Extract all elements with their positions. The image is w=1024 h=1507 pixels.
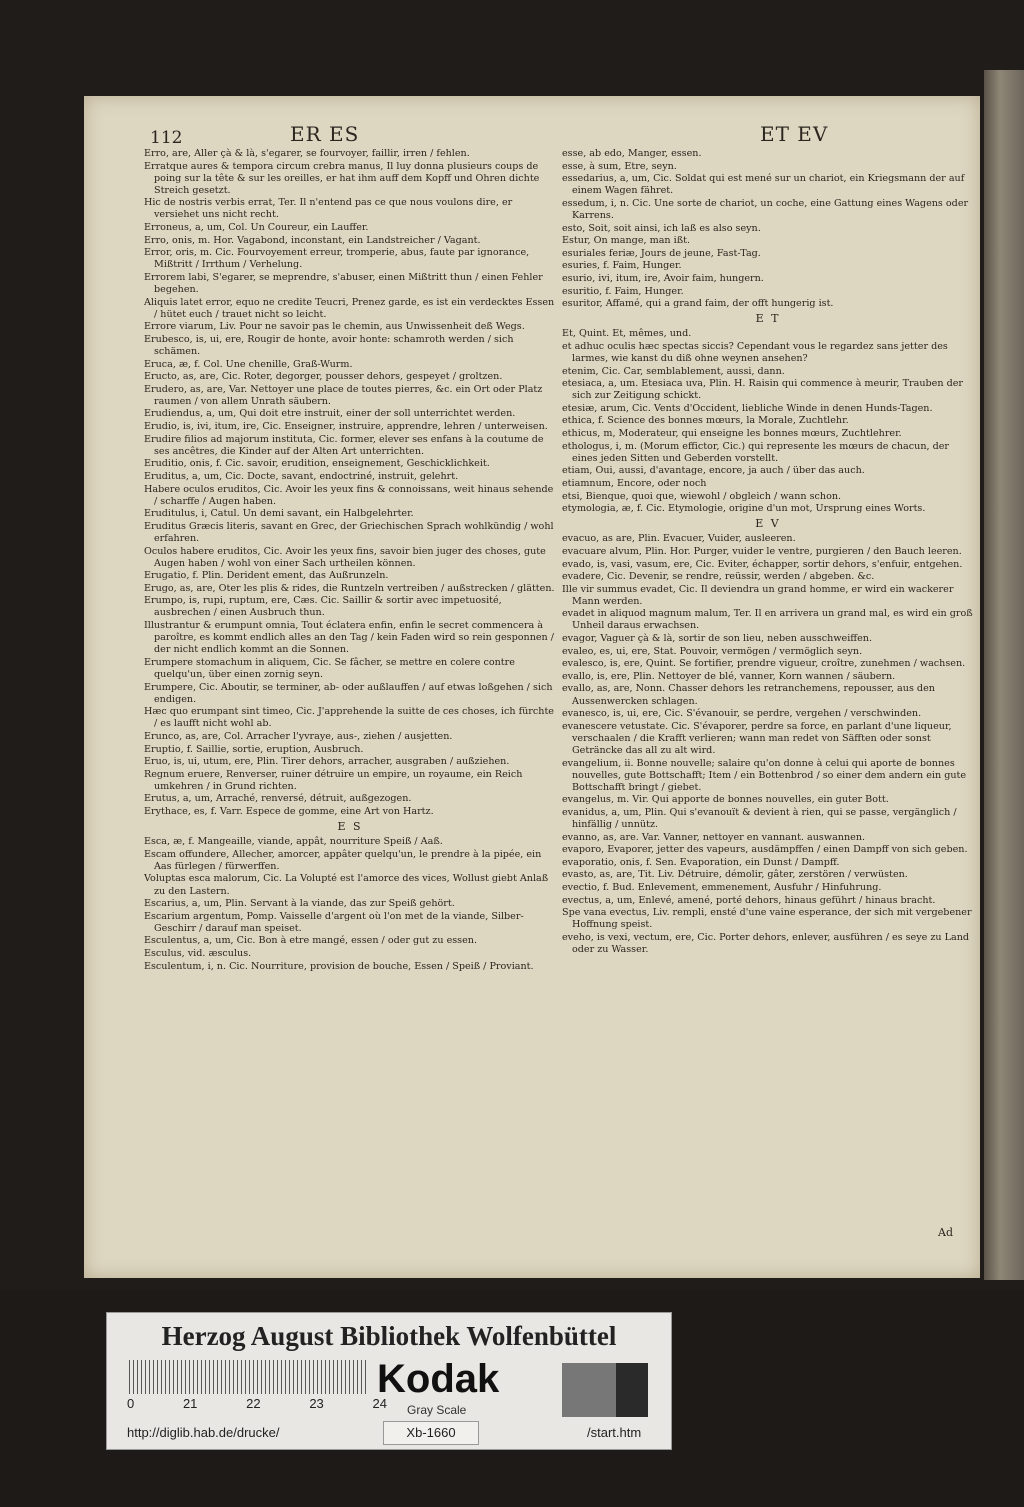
left-entries [144,148,556,818]
dictionary-entry: Erumpo, is, rupi, ruptum, ere, Cæs. Cic. Saillir & sortir avec impetuosité, ausbrechen / einen Ausbruch thun. [144,595,502,619]
dictionary-entry: Erugo, as, are, Oter les plis & rides, die Runtzeln vertreiben / außstrecken / glätten. [144,582,555,594]
gray-patch-mid [562,1363,616,1417]
dictionary-entry: evadere, Cic. Devenir, se rendre, reüssir, werden / abgeben. &c. [562,571,875,583]
right-entries [562,148,974,310]
right-entries-et [562,328,974,515]
dictionary-entry: etsi, Bienque, quoi que, wiewohl / obgleich / wann schon. [562,490,842,502]
dictionary-entry: ethicus, m, Moderateur, qui enseigne les bonnes mœurs, Zuchtlehrer. [562,428,902,440]
left-column [144,148,556,973]
dictionary-entry: esse, ab edo, Manger, essen. [562,148,702,159]
dictionary-entry: evallo, as, are, Nonn. Chasser dehors les retranchemens, repousser, aus den Aussenwercken schlagen. [562,683,935,707]
dictionary-entry: Hic de nostris verbis errat, Ter. Il n'entend pas ce que nous voulons dire, er versiehet uns nicht recht. [144,197,513,221]
right-entries-ev [562,533,974,956]
dictionary-entry: Eructo, as, are, Cic. Roter, degorger, pousser dehors, gespeyet / groltzen. [144,371,503,383]
dictionary-entry: Esculentus, a, um, Cic. Bon à etre mangé, essen / oder gut zu essen. [144,935,477,947]
dictionary-entry: evadet in aliquod magnum malum, Ter. Il en arrivera un grand mal, es wird ein groß Unheil daraus erwachsen. [562,608,973,632]
dictionary-entry: Erunco, as, are, Col. Arracher l'yvraye, aus-, ziehen / ausjetten. [144,730,453,742]
dictionary-entry: evacuare alvum, Plin. Hor. Purger, vuider le ventre, purgieren / den Bauch leeren. [562,545,962,557]
dictionary-entry: evallo, is, ere, Plin. Nettoyer de blé, vanner, Korn wannen / säubern. [562,670,896,682]
dictionary-entry: eveho, is vexi, vectum, ere, Cic. Porter dehors, enlever, ausführen / es seye zu Land oder zu Wasser. [562,931,970,955]
dictionary-entry: etiam, Oui, aussi, d'avantage, encore, ja auch / über das auch. [562,465,865,477]
dictionary-entry: Eruditio, onis, f. Cic. savoir, erudition, enseignement, Geschicklichkeit. [144,458,490,470]
dictionary-entry: Ille vir summus evadet, Cic. Il deviendra un grand homme, er wird ein wackerer Mann werden. [562,583,954,607]
dictionary-entry: etiamnum, Encore, oder noch [562,477,707,489]
ruler-number: 24 [372,1396,387,1411]
dictionary-entry: essedarius, a, um, Cic. Soldat qui est mené sur un chariot, ein Kriegsmann der auf einem Wagen fähret. [562,173,965,197]
dictionary-entry: evado, is, vasi, vasum, ere, Cic. Eviter, échapper, sortir dehors, s'enfuir, entgehen. [562,558,963,570]
dictionary-entry: Esculentum, i, n. Cic. Nourriture, provision de bouche, Essen / Speiß / Proviant. [144,960,534,972]
dictionary-entry: Hæc quo erumpant sint timeo, Cic. J'apprehende la suitte de ces choses, ich fürchte / es laufft nicht wohl ab. [144,706,554,730]
dictionary-entry: Escarium argentum, Pomp. Vaisselle d'argent où l'on met de la viande, Silber-Geschirr / darauf man speiset. [144,910,524,934]
dictionary-entry: Escam offundere, Allecher, amorcer, appâter quelqu'un, le prendre à la pipée, ein Aas fürlegen / fürwerffen. [144,848,542,872]
dictionary-entry: Eruditus Græcis literis, savant en Grec, der Griechischen Sprach wohlkündig / wohl erfahren. [144,520,554,544]
dictionary-entry: Regnum eruere, Renverser, ruiner détruire un empire, un royaume, ein Reich umkehren / in Grund richten. [144,768,523,792]
dictionary-entry: evaleo, es, ui, ere, Stat. Pouvoir, vermögen / vermöglich seyn. [562,645,863,657]
dictionary-entry: evalesco, is, ere, Quint. Se fortifier, prendre vigueur, croître, zunehmen / wachsen. [562,658,966,670]
dictionary-entry: evangelus, m. Vir. Qui apporte de bonnes nouvelles, ein guter Bott. [562,794,889,806]
adjacent-page-edge [984,70,1024,1280]
dictionary-entry: essedum, i, n. Cic. Une sorte de chariot, un coche, eine Gattung eines Wagens oder Karrens. [562,197,969,221]
dictionary-entry: Eruditulus, i, Catul. Un demi savant, ein Halbgelehrter. [144,508,414,520]
dictionary-entry: Erudiendus, a, um, Qui doit etre instruit, einer der soll unterrichtet werden. [144,408,516,420]
dictionary-entry: Oculos habere eruditos, Cic. Avoir les yeux fins, savoir bien juger des choses, gute Augen haben / wohl von einer Sach urtheilen können. [144,545,546,569]
dictionary-entry: Eruca, æ, f. Col. Une chenille, Graß-Wurm. [144,358,353,370]
dictionary-entry: ethologus, i, m. (Morum effictor, Cic.) qui represente les mœurs de chacun, der eines jeden Sitten und Geberden vorstellt. [562,440,949,464]
dictionary-entry: esse, à sum, Etre, seyn. [562,160,677,172]
dictionary-entry: Erro, onis, m. Hor. Vagabond, inconstant, ein Landstreicher / Vagant. [144,234,481,246]
shelf-signature: Xb-1660 [383,1421,479,1445]
dictionary-entry: Erudero, as, are, Var. Nettoyer une place de toutes pierres, &c. ein Ort oder Platz raumen / von allem Unrath säubern. [144,383,543,407]
dictionary-entry: Spe vana evectus, Liv. rempli, ensté d'une vaine esperance, der sich mit vergebener Hoffnung speist. [562,907,972,931]
dictionary-entry: evanesco, is, ui, ere, Cic. S'évanouir, se perdre, vergehen / verschwinden. [562,708,922,720]
gray-patch-dark [616,1363,648,1417]
left-entries-es [144,836,556,973]
dictionary-entry: esuries, f. Faim, Hunger. [562,260,682,272]
library-card [106,1312,672,1450]
dictionary-entry: evectus, a, um, Enlevé, amené, porté dehors, hinaus geführt / hinaus bracht. [562,894,936,906]
library-url: http://diglib.hab.de/drucke/ [127,1425,280,1440]
dictionary-entry: esurio, ivi, itum, ire, Avoir faim, hungern. [562,272,764,284]
dictionary-entry: evaporo, Evaporer, jetter des vapeurs, ausdämpffen / einen Dampff von sich geben. [562,844,968,856]
dictionary-entry: evagor, Vaguer çà & là, sortir de son lieu, neben ausschweiffen. [562,633,872,645]
ruler-number: 23 [309,1396,324,1411]
dictionary-entry: Errore viarum, Liv. Pour ne savoir pas le chemin, aus Unwissenheit deß Wegs. [144,321,525,333]
dictionary-entry: Escarius, a, um, Plin. Servant à la viande, das zur Speiß gehört. [144,898,455,910]
ruler-number: 22 [246,1396,261,1411]
ruler-numbers [127,1396,387,1411]
dictionary-entry: Erumpere, Cic. Aboutir, se terminer, ab- oder außlauffen / auf etwas loßgehen / sich endigen. [144,681,553,705]
dictionary-entry: Voluptas esca malorum, Cic. La Volupté est l'amorce des vices, Wollust giebt Anlaß zu den Lastern. [144,873,549,897]
dictionary-entry: Aliquis latet error, equo ne credite Teucri, Prenez garde, es ist ein verdecktes Essen / hütet euch / trauet nicht so leicht. [144,296,555,320]
running-head-left: ER ES [290,122,360,146]
dictionary-entry: Erutus, a, um, Arraché, renversé, détruit, außgezogen. [144,793,412,805]
url-suffix: /start.htm [587,1425,642,1440]
kodak-logo: Kodak [377,1357,500,1401]
dictionary-entry: evanescere vetustate. Cic. S'évaporer, perdre sa force, en parlant d'une liqueur, verschaalen / die Krafft verlieren; wann man redet von Säfften oder sonst Geträncke das all zu alt wird. [562,720,952,756]
dictionary-entry: evasto, as, are, Tit. Liv. Détruire, démolir, gâter, zerstören / verwüsten. [562,869,908,881]
dictionary-entry: Eruditus, a, um, Cic. Docte, savant, endoctriné, instruit, gelehrt. [144,470,459,482]
dictionary-entry: Erro, are, Aller çà & là, s'egarer, se fourvoyer, faillir, irren / fehlen. [144,148,470,159]
dictionary-entry: Et, Quint. Et, mêmes, und. [562,328,692,340]
ruler-number: 21 [182,1396,198,1411]
dictionary-entry: Erroneus, a, um, Col. Un Coureur, ein Lauffer. [144,222,369,234]
section-heading-ev: E V [755,517,781,531]
dictionary-entry: evacuo, as are, Plin. Evacuer, Vuider, ausleeren. [562,533,796,545]
dictionary-entry: Erubesco, is, ui, ere, Rougir de honte, avoir honte: schamroth werden / sich schämen. [144,333,514,357]
dictionary-entry: Erratque aures & tempora circum crebra manus, Il luy donna plusieurs coups de poing sur la tête & sur les oreilles, er hat ihm auff dem Kopff und Ohren dichte Streich gesetzt. [144,160,540,196]
dictionary-entry: Eruptio, f. Saillie, sortie, eruption, Ausbruch. [144,743,364,755]
right-column [562,148,974,957]
dictionary-entry: evanno, as, are. Var. Vanner, nettoyer en vannant. auswannen. [562,831,866,843]
dictionary-entry: Erudire filios ad majorum instituta, Cic. former, elever ses enfans à la coutume de ses ancêtres, die Kinder auf der Alten Art unterrichten. [144,433,544,457]
dictionary-entry: etesiæ, arum, Cic. Vents d'Occident, liebliche Winde in denen Hunds-Tagen. [562,402,933,414]
ruler-number: 0 [127,1396,135,1411]
dictionary-entry: etesiaca, a, um. Etesiaca uva, Plin. H. Raisin qui commence à meurir, Trauben der sich zur Zeitigung schickt. [562,378,963,402]
dictionary-entry: evangelium, ii. Bonne nouvelle; salaire qu'on donne à celui qui aporte de bonnes nouvelles, gute Bottschafft; Item / ein Bottenbrod / so einer dem andern ein gute Bottschafft bringt / giebet. [562,757,967,793]
page-number: 112 [150,128,183,148]
dictionary-entry: Esca, æ, f. Mangeaille, viande, appât, nourriture Speiß / Aaß. [144,836,443,848]
dictionary-entry: Eruo, is, ui, utum, ere, Plin. Tirer dehors, arracher, ausgraben / außziehen. [144,756,510,768]
dictionary-entry: evaporatio, onis, f. Sen. Evaporation, ein Dunst / Dampff. [562,856,840,868]
dictionary-entry: Error, oris, m. Cic. Fourvoyement erreur, tromperie, abus, faute par ignorance, Mißtritt / Irrthum / Verhelung. [144,247,530,271]
running-head-right: ET EV [760,122,829,146]
dictionary-entry: evectio, f. Bud. Enlevement, emmenement, Ausfuhr / Hinfuhrung. [562,881,882,893]
section-heading-et: E T [755,312,781,326]
dictionary-entry: Erumpere stomachum in aliquem, Cic. Se fâcher, se mettre en colere contre quelqu'un, über einen zornig seyn. [144,656,515,680]
dictionary-entry: esuritio, f. Faim, Hunger. [562,285,684,297]
dictionary-entry: esto, Soit, soit ainsi, ich laß es also seyn. [562,222,761,234]
dictionary-entry: etymologia, æ, f. Cic. Etymologie, origine d'un mot, Ursprung eines Worts. [562,503,926,515]
dictionary-entry: Illustrantur & erumpunt omnia, Tout éclatera enfin, enfin le secret commencera à paroître, es kommt endlich alles an den Tag / kein Faden wird so rein gesponnen / der nicht endlich kommt an die Sonnen. [144,620,555,656]
library-title: Herzog August Bibliothek Wolfenbüttel [161,1321,617,1351]
dictionary-entry: etenim, Cic. Car, semblablement, aussi, dann. [562,365,785,377]
dictionary-entry: esuriales feriæ, Jours de jeune, Fast-Tag. [562,247,761,259]
dictionary-entry: Errorem labi, S'egarer, se meprendre, s'abuser, einen Mißtritt thun / einen Fehler begehen. [144,271,543,296]
gray-scale-label: Gray Scale [407,1403,467,1417]
dictionary-entry: Esculus, vid. æsculus. [144,948,252,959]
dictionary-entry: et adhuc oculis hæc spectas siccis? Cependant vous le regardez sans jetter des larmes, wie kanst du diß ohne weynen ansehen? [562,340,948,364]
dictionary-entry: esuritor, Affamé, qui a grand faim, der offt hungerig ist. [562,298,834,310]
dictionary-entry: Erythace, es, f. Varr. Espece de gomme, eine Art von Hartz. [144,805,434,817]
dictionary-entry: Estur, On mange, man ißt. [562,235,691,247]
section-heading-es: E S [337,820,363,834]
dictionary-entry: Habere oculos eruditos, Cic. Avoir les yeux fins & connoissans, weit hinaus sehende / scharffe / Augen haben. [144,483,554,507]
dictionary-entry: evanidus, a, um, Plin. Qui s'evanouït & devient à rien, qui se passe, vergänglich / hinfällig / unnütz. [562,806,957,830]
dictionary-entry: Erudio, is, ivi, itum, ire, Cic. Enseigner, instruire, apprendre, lehren / unterweisen. [144,421,548,433]
catchword: Ad [938,1226,953,1239]
dictionary-entry: ethica, f. Science des bonnes mœurs, la Morale, Zuchtlehr. [562,415,849,427]
dictionary-entry: Erugatio, f. Plin. Derident ement, das Außrunzeln. [144,570,389,582]
ruler-scale [129,1360,369,1394]
